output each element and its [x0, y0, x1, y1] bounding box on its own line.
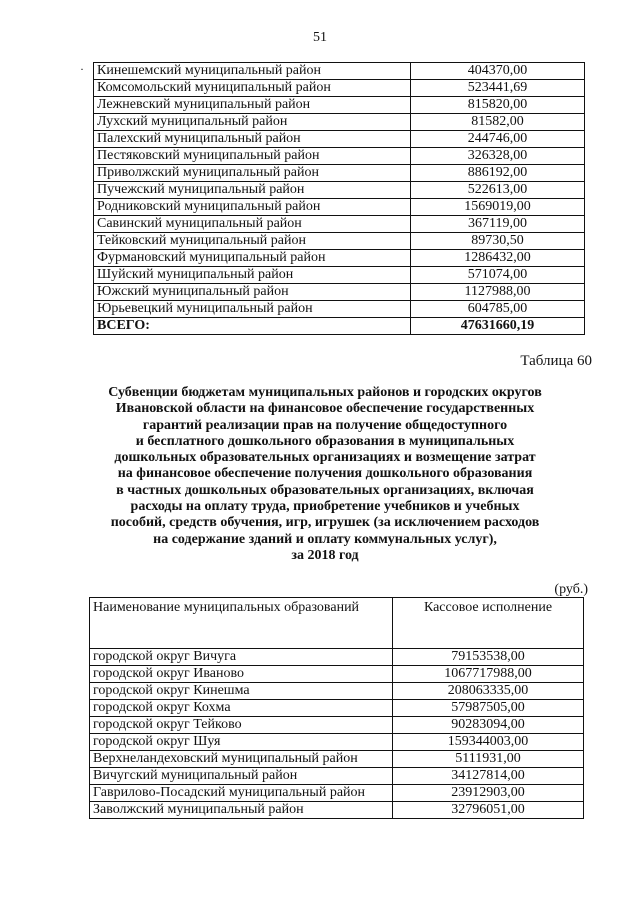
name-cell: Заволжский муниципальный район: [90, 802, 393, 819]
table-row: [94, 199, 585, 216]
preschool-subvention-table-body: [90, 598, 584, 819]
title-line: на финансовое обеспечение получения дошкольного образования: [117, 466, 533, 482]
table-row: [90, 700, 584, 717]
value-cell: 81582,00: [411, 114, 585, 131]
value-cell: 522613,00: [411, 182, 585, 199]
value-cell: 79153538,00: [393, 649, 584, 666]
table-row: [94, 216, 585, 233]
preschool-subvention-table: [89, 597, 584, 819]
name-cell: Фурмановский муниципальный район: [94, 250, 411, 267]
value-cell: 1127988,00: [411, 284, 585, 301]
page-number: 51: [313, 30, 327, 45]
value-cell: 604785,00: [411, 301, 585, 318]
table-row: [94, 148, 585, 165]
value-cell: 23912903,00: [393, 785, 584, 802]
title-line: дошкольных образовательных организациях и возмещение затрат: [114, 450, 536, 466]
table-row: [94, 114, 585, 131]
value-cell: 159344003,00: [393, 734, 584, 751]
title-line: Ивановской области на финансовое обеспечение государственных: [115, 401, 535, 417]
name-cell: городской округ Кохма: [90, 700, 393, 717]
name-cell: городской округ Тейково: [90, 717, 393, 734]
name-cell: Южский муниципальный район: [94, 284, 411, 301]
name-cell: городской округ Шуя: [90, 734, 393, 751]
table-row: [90, 751, 584, 768]
table-row: [90, 717, 584, 734]
name-cell: Тейковский муниципальный район: [94, 233, 411, 250]
name-cell: Вичугский муниципальный район: [90, 768, 393, 785]
name-cell: Верхнеландеховский муниципальный район: [90, 751, 393, 768]
title-line: и бесплатного дошкольного образования в муниципальных: [135, 433, 515, 449]
table-row: [90, 802, 584, 819]
value-cell: 32796051,00: [393, 802, 584, 819]
name-cell: Пестяковский муниципальный район: [94, 148, 411, 165]
title-line: за 2018 год: [291, 547, 359, 563]
value-cell: 89730,50: [411, 233, 585, 250]
title-line: пособий, средств обучения, игр, игрушек (за исключением расходов: [110, 515, 540, 531]
name-cell: Лежневский муниципальный район: [94, 97, 411, 114]
value-cell: 404370,00: [411, 63, 585, 80]
header-name-cell: Наименование муниципальных образований: [90, 598, 393, 649]
table-row: [90, 768, 584, 785]
table-row: [94, 233, 585, 250]
total-row: [94, 318, 585, 335]
margin-mark: ·: [80, 62, 84, 76]
table-row: [94, 301, 585, 318]
unit-label: (руб.): [554, 582, 588, 597]
table-row: [94, 182, 585, 199]
value-cell: 5111931,00: [393, 751, 584, 768]
name-cell: ВСЕГО:: [94, 318, 411, 335]
name-cell: Лухский муниципальный район: [94, 114, 411, 131]
name-cell: Кинешемский муниципальный район: [94, 63, 411, 80]
value-cell: 1067717988,00: [393, 666, 584, 683]
value-cell: 886192,00: [411, 165, 585, 182]
header-value-cell: Кассовое исполнение: [393, 598, 584, 649]
value-cell: 90283094,00: [393, 717, 584, 734]
value-cell: 208063335,00: [393, 683, 584, 700]
value-cell: 523441,69: [411, 80, 585, 97]
title-line: на содержание зданий и оплату коммунальных услуг),: [153, 531, 497, 547]
title-line: расходы на оплату труда, приобретение учебников и учебных: [130, 499, 520, 515]
name-cell: городской округ Кинешма: [90, 683, 393, 700]
title-line: Субвенции бюджетам муниципальных районов и городских округов: [108, 385, 542, 400]
value-cell: 244746,00: [411, 131, 585, 148]
name-cell: Гаврилово-Посадский муниципальный район: [90, 785, 393, 802]
title-line: в частных дошкольных образовательных организациях, включая: [116, 482, 534, 498]
table-row: [90, 785, 584, 802]
table-row: [94, 250, 585, 267]
name-cell: Комсомольский муниципальный район: [94, 80, 411, 97]
name-cell: городской округ Вичуга: [90, 649, 393, 666]
value-cell: 815820,00: [411, 97, 585, 114]
name-cell: Приволжский муниципальный район: [94, 165, 411, 182]
table-row: [90, 649, 584, 666]
table-row: [94, 165, 585, 182]
district-subsidy-table-body: [94, 63, 585, 335]
name-cell: Пучежский муниципальный район: [94, 182, 411, 199]
table-row: [90, 683, 584, 700]
name-cell: Палехский муниципальный район: [94, 131, 411, 148]
table-row: [94, 80, 585, 97]
table-title: [70, 385, 580, 564]
table-row: [94, 97, 585, 114]
title-line: гарантий реализации прав на получение общедоступного: [142, 417, 508, 433]
table-row: [90, 734, 584, 751]
table-row: [94, 284, 585, 301]
name-cell: Савинский муниципальный район: [94, 216, 411, 233]
table-row: [94, 131, 585, 148]
name-cell: Родниковский муниципальный район: [94, 199, 411, 216]
table-row: [94, 267, 585, 284]
name-cell: Юрьевецкий муниципальный район: [94, 301, 411, 318]
value-cell: 57987505,00: [393, 700, 584, 717]
table-header-row: [90, 598, 584, 649]
value-cell: 571074,00: [411, 267, 585, 284]
name-cell: городской округ Иваново: [90, 666, 393, 683]
value-cell: 367119,00: [411, 216, 585, 233]
value-cell: 326328,00: [411, 148, 585, 165]
table-label: Таблица 60: [520, 353, 592, 369]
value-cell: 34127814,00: [393, 768, 584, 785]
table-row: [90, 666, 584, 683]
value-cell: 47631660,19: [411, 318, 585, 335]
district-subsidy-table: [93, 62, 585, 335]
name-cell: Шуйский муниципальный район: [94, 267, 411, 284]
value-cell: 1569019,00: [411, 199, 585, 216]
value-cell: 1286432,00: [411, 250, 585, 267]
table-row: [94, 63, 585, 80]
